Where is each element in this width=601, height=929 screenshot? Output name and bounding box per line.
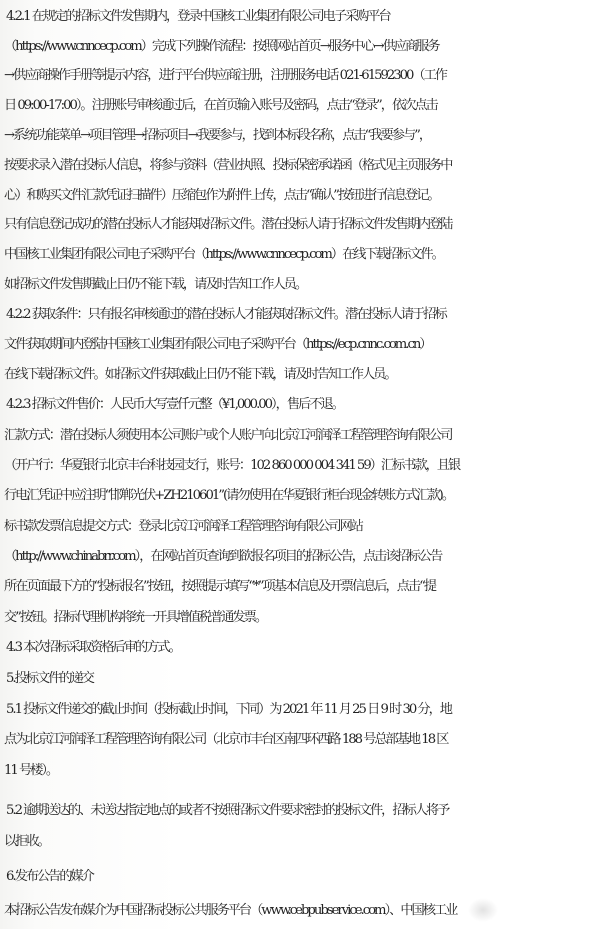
text-line-4: 日 09:00-17:00）。注册账号审核通过后，在首页输入账号及密码，点击“登录”，依次点击	[4, 98, 437, 113]
text-line-11: 4.2.2 获取条件：只有报名审核通过的潜在投标人才能获取招标文件。潜在投标人请于招标	[6, 307, 446, 322]
text-line-8: 只有信息登记成功的潜在投标人才能获取招标文件。潜在投标人请于招标文件发售期内登陆	[4, 217, 452, 232]
section-heading-5: 5.投标文件的递交	[6, 671, 93, 686]
text-line-25: 点为北京江河润泽工程管理咨询有限公司（北京市丰台区南四环西路 188 号总部基地 18 区	[4, 732, 448, 747]
text-line-13: 在线下载招标文件。如招标文件获取截止日仍不能下载，请及时告知工作人员。	[4, 367, 396, 382]
text-line-3: →供应商操作手册等提示内容，进行平台供应商注册，注册服务电话 021-61592300（工作	[4, 68, 446, 83]
text-line-1: 4.2.1 在规定的招标文件发售期内，登录中国核工业集团有限公司电子采购平台	[6, 9, 390, 24]
text-line-14: 4.2.3 招标文件售价：人民币大写壹仟元整（¥1,000.00），售后不退。	[6, 397, 343, 412]
text-line-24: 5.1 投标文件递交的截止时间（投标截止时间，下同）为 2021 年 11 月 25 日 9 时 30 分，地	[6, 702, 451, 717]
text-line-21: 交”按钮。招标代理机构将统一开具增值税普通发票。	[4, 610, 267, 625]
text-line-12: 文件获取期间内登陆中国核工业集团有限公司电子采购平台（https://ecp.cnnc.com.cn）	[4, 337, 431, 352]
text-line-28: 以拒收。	[4, 834, 49, 849]
text-line-5: →系统功能菜单→项目管理→招标项目→我要参与，找到本标段名称，点击“我要参与”，	[4, 128, 431, 143]
text-line-16: （开户行：华夏银行北京丰台科技园支行，账号：102 860 000 004 341 59）汇标书款，且银	[4, 458, 460, 473]
scan-smudge	[468, 898, 498, 922]
text-line-10: 如招标文件发售期截止日仍不能下载，请及时告知工作人员。	[4, 277, 307, 292]
text-line-26: 11 号楼）。	[4, 763, 58, 778]
text-line-30: 本招标公告发布媒介为中国招标投标公共服务平台（www.cebpubservice.com）、中国核工业	[4, 903, 457, 918]
text-line-22: 4.3 本次招标采取资格后审的方式。	[6, 640, 180, 655]
text-line-15: 汇款方式：潜在投标人须使用本公司账户或个人账户向北京江河润泽工程管理咨询有限公司	[4, 428, 452, 443]
text-line-9: 中国核工业集团有限公司电子采购平台（https://www.cnncecp.com）在线下载招标文件。	[4, 247, 443, 262]
text-line-27: 5.2 逾期送达的、未送达指定地点的或者不按照招标文件要求密封的投标文件，招标人将予	[6, 803, 449, 818]
text-line-18: 标书款发票信息提交方式：登录北京江河润泽工程管理咨询有限公司网站	[4, 519, 362, 534]
text-line-7: 心）和购买文件汇款凭证扫描件）压缩包作为附件上传，点击“确认”按钮进行信息登记。	[4, 188, 439, 203]
text-line-20: 所在页面最下方的“投标报名”按钮，按照提示填写“*”项基本信息及开票信息后，点击“提	[4, 579, 436, 594]
text-line-6: 按要求录入潜在投标人信息，将参与资料（营业执照、投标保密承诺函（格式见主页服务中	[4, 158, 452, 173]
text-line-19: （http://www.chinabrr.com），在网站首页查询到欲报名项目的招标公告，点击该招标公告	[4, 549, 442, 564]
text-line-2: （https://www.cnncecp.com）完成下列操作流程：按照网站首页→服务中心→供应商服务	[4, 39, 439, 54]
text-line-17: 行电汇凭证中应注明“邯郸光伏+ZH210601”(请勿使用在华夏银行柜台现金转账方式汇款)。	[4, 488, 454, 503]
section-heading-6: 6.发布公告的媒介	[6, 869, 93, 884]
